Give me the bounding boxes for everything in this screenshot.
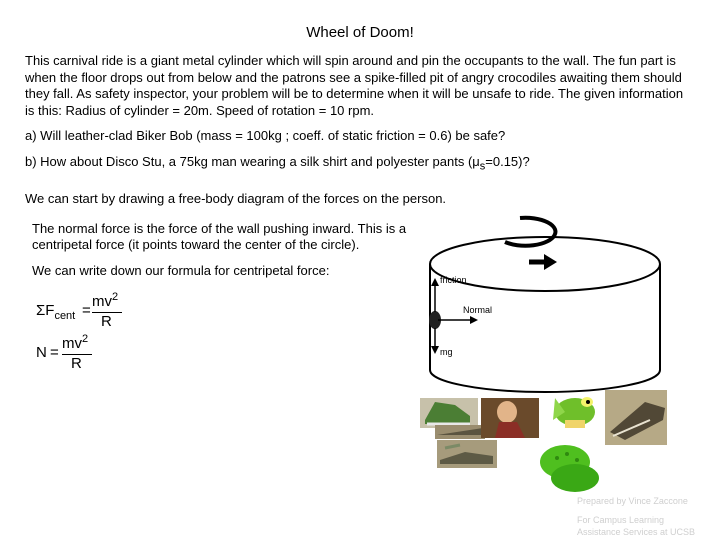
mu-subscript: s <box>479 160 486 173</box>
eq1-numerator: $mv^2$ <box>92 291 119 310</box>
page-title: Wheel of Doom! <box>306 24 414 41</box>
credit-line-3: Assistance Services at UCSB <box>577 527 696 537</box>
eq2-denominator: R <box>71 355 82 372</box>
photo-collage <box>415 390 670 500</box>
normal-arrowhead-icon <box>470 316 478 324</box>
question-b-text: b) How about Disco Stu, a 75kg man wearing a silk shirt and polyester pants (μ <box>25 154 480 169</box>
fbd-intro: We can start by drawing a free-body diagram of the forces on the person. <box>25 191 447 206</box>
cylinder-bottom <box>430 370 660 392</box>
credit-line-1: Prepared by Vince Zaccone <box>577 496 688 506</box>
eq2-equals: = <box>50 344 59 361</box>
friction-label: friction <box>440 275 467 285</box>
eq1-equals: = <box>82 302 91 319</box>
normal-force-text: The normal force is the force of the wall pushing inward. This is a centripetal force (it points toward the center of the circle). <box>32 221 407 252</box>
centripetal-equation <box>30 284 140 332</box>
weight-arrowhead-icon <box>431 346 439 354</box>
problem-intro: This carnival ride is a giant metal cylinder which will spin around and pin the occupants to the wall. The fun part is when the floor drops out from below and the patrons see a spike-filled pit of angry crocodiles awaiting them should they fall. As safety inspector, your problem will be to determine when it will be unsafe to ride. The given information is this: Radius of cylinder = 20m. Speed of rotation = 10 rpm. <box>25 53 684 118</box>
normal-equation <box>30 332 140 374</box>
eq1-lhs: $\Sigma F_{cent}$ <box>36 302 76 322</box>
credit-line-2: For Campus Learning <box>577 515 665 525</box>
eq2-numerator: $mv^2$ <box>62 333 89 352</box>
question-a: a) Will leather-clad Biker Bob (mass = 100kg ; coeff. of static friction = 0.6) be safe? <box>25 128 506 143</box>
formula-intro: We can write down our formula for centripetal force: <box>32 263 330 278</box>
cylinder-diagram <box>420 200 670 400</box>
mg-label: mg <box>440 347 453 357</box>
crocs-shoes-photo <box>540 445 599 492</box>
question-b <box>25 154 530 173</box>
question-b-end: =0.15)? <box>485 154 530 169</box>
friction-arrowhead-icon <box>431 278 439 286</box>
normal-label: Normal <box>463 305 493 315</box>
eq2-lhs: N <box>36 344 47 361</box>
crocodile-photo-small <box>435 425 485 439</box>
cartoon-crocodile <box>553 397 595 428</box>
man-photo <box>481 398 539 438</box>
crocodile-photo-large <box>605 390 667 445</box>
eq1-denominator: R <box>101 313 112 330</box>
boots-photo <box>420 398 478 428</box>
crocodile-pond-photo <box>437 440 497 468</box>
